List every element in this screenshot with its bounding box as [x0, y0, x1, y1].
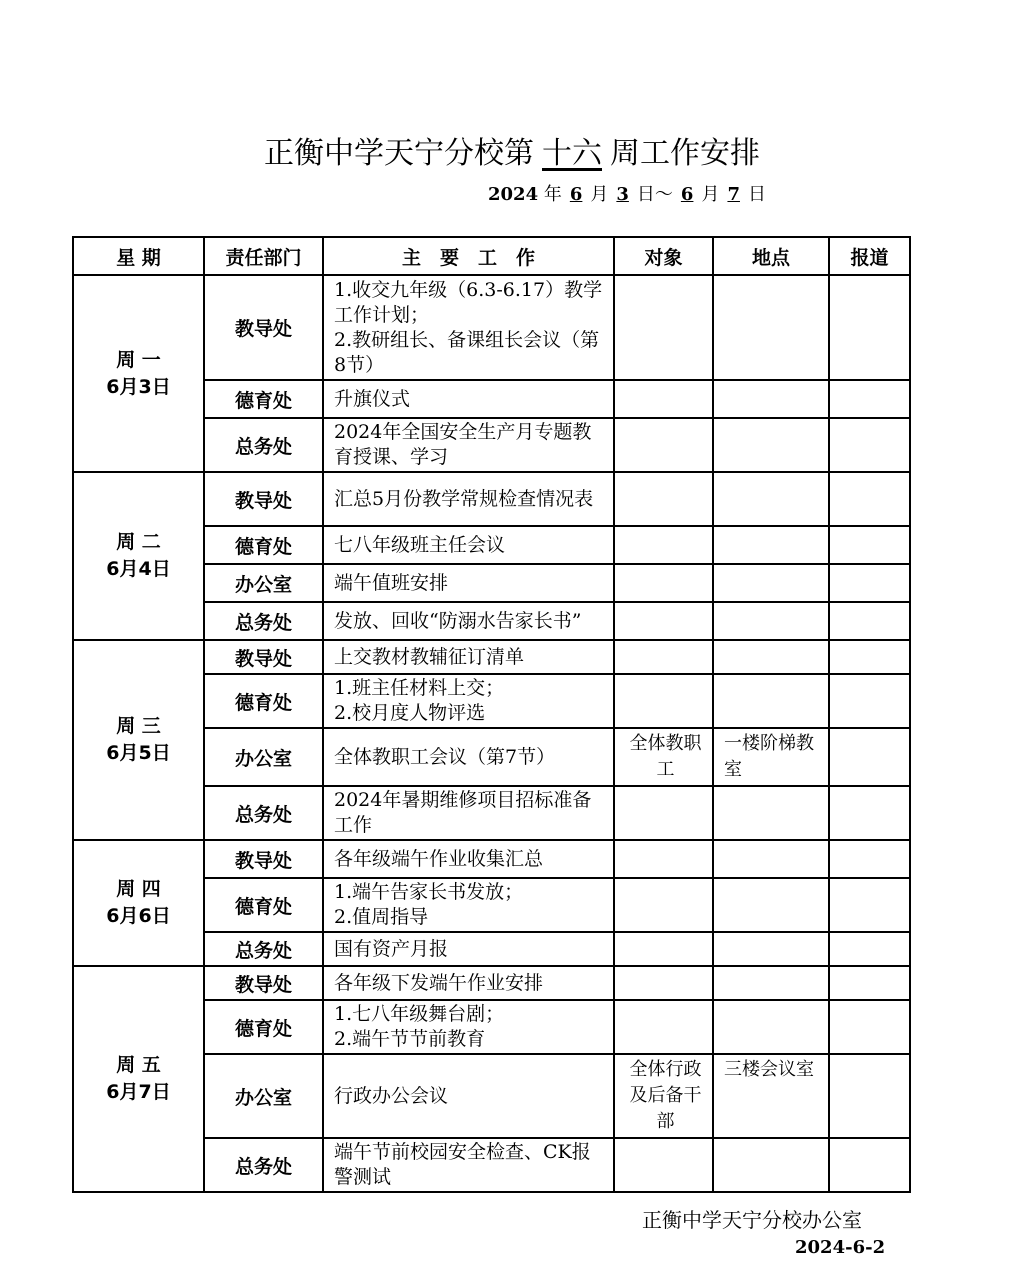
weekday-label: 周 一 — [116, 348, 161, 371]
location-cell — [713, 966, 829, 1000]
work-item: 2.值周指导 — [334, 906, 429, 928]
work-cell — [323, 1000, 614, 1054]
location-cell — [713, 840, 829, 878]
location-cell — [713, 786, 829, 840]
start-day: 3 — [616, 184, 629, 205]
weekday-cell — [73, 640, 204, 840]
dept-cell: 德育处 — [204, 878, 323, 932]
location-cell — [713, 275, 829, 380]
dept-cell: 办公室 — [204, 564, 323, 602]
work-item: 1.班主任材料上交； — [334, 677, 505, 699]
report-cell — [829, 1000, 910, 1054]
report-cell — [829, 275, 910, 380]
report-cell — [829, 878, 910, 932]
year-unit: 年 — [543, 184, 562, 205]
target-cell — [614, 472, 713, 526]
col-location: 地点 — [713, 237, 829, 275]
report-cell — [829, 728, 910, 786]
report-cell — [829, 1054, 910, 1138]
work-cell — [323, 526, 614, 564]
report-cell — [829, 418, 910, 472]
target-cell — [614, 786, 713, 840]
title-prefix: 正衡中学天宁分校第 — [264, 136, 534, 171]
dept-cell: 德育处 — [204, 526, 323, 564]
dept-cell: 办公室 — [204, 728, 323, 786]
location-cell: 三楼会议室 — [713, 1054, 829, 1138]
weekday-cell — [73, 966, 204, 1192]
day-unit: 日～ — [636, 184, 673, 205]
location-cell — [713, 380, 829, 418]
work-cell — [323, 472, 614, 526]
dept-cell: 教导处 — [204, 472, 323, 526]
work-cell — [323, 275, 614, 380]
location-cell — [713, 640, 829, 674]
work-item: 各年级端午作业收集汇总 — [334, 847, 544, 870]
start-month: 6 — [569, 184, 583, 205]
weekday-date: 6月4日 — [106, 558, 171, 580]
weekday-label: 周 三 — [116, 715, 161, 737]
location-cell — [713, 878, 829, 932]
date-range — [488, 180, 766, 206]
work-item: 1.收交九年级（6.3-6.17）教学工作计划； — [334, 278, 603, 326]
work-item: 全体教职工会议（第7节） — [334, 745, 556, 768]
weekday-label: 周 四 — [116, 878, 161, 900]
work-item: 1.端午告家长书发放； — [334, 881, 524, 903]
location-cell — [713, 1138, 829, 1192]
dept-cell: 总务处 — [204, 786, 323, 840]
weekday-label: 周 二 — [116, 531, 161, 553]
location-cell — [713, 674, 829, 728]
year: 2024 — [488, 184, 539, 205]
target-cell — [614, 878, 713, 932]
schedule-body — [73, 275, 910, 1192]
work-item: 各年级下发端午作业安排 — [334, 971, 544, 994]
col-dept: 责任部门 — [204, 237, 323, 275]
header-row — [73, 237, 910, 275]
target-cell — [614, 275, 713, 380]
dept-cell: 教导处 — [204, 275, 323, 380]
col-weekday: 星 期 — [73, 237, 204, 275]
target-cell — [614, 840, 713, 878]
work-cell — [323, 966, 614, 1000]
dept-cell: 总务处 — [204, 602, 323, 640]
weekday-cell — [73, 840, 204, 966]
work-item: 发放、回收“防溺水告家长书” — [334, 609, 582, 632]
work-cell — [323, 878, 614, 932]
dept-cell: 办公室 — [204, 1054, 323, 1138]
end-unit: 日 — [747, 184, 766, 205]
target-cell — [614, 640, 713, 674]
work-item: 端午节前校园安全检查、CK报警测试 — [334, 1141, 591, 1188]
dept-cell: 德育处 — [204, 380, 323, 418]
weekday-date: 6月6日 — [106, 905, 171, 927]
target-cell: 全体教职工 — [614, 728, 713, 786]
work-item: 上交教材教辅征订清单 — [334, 645, 525, 668]
work-item: 七八年级班主任会议 — [334, 533, 506, 556]
issue-date: 2024-6-2 — [795, 1237, 886, 1258]
location-cell — [713, 418, 829, 472]
title-suffix: 周工作安排 — [610, 136, 760, 171]
work-item: 2024年暑期维修项目招标准备工作 — [334, 789, 592, 836]
work-cell — [323, 1138, 614, 1192]
location-cell — [713, 602, 829, 640]
work-item: 2.校月度人物评选 — [334, 702, 486, 724]
work-item: 汇总5月份教学常规检查情况表 — [334, 487, 594, 510]
dept-cell: 德育处 — [204, 1000, 323, 1054]
weekday-date: 6月5日 — [106, 742, 171, 764]
target-cell — [614, 966, 713, 1000]
target-cell — [614, 674, 713, 728]
page-title — [0, 128, 1024, 172]
work-cell — [323, 380, 614, 418]
location-cell — [713, 932, 829, 966]
issuer: 正衡中学天宁分校办公室 — [642, 1208, 862, 1232]
report-cell — [829, 840, 910, 878]
report-cell — [829, 966, 910, 1000]
target-cell — [614, 932, 713, 966]
location-cell — [713, 1000, 829, 1054]
weekday-cell — [73, 472, 204, 640]
location-cell: 一楼阶梯教室 — [713, 728, 829, 786]
table-row — [73, 472, 910, 526]
target-cell: 全体行政及后备干部 — [614, 1054, 713, 1138]
target-cell — [614, 1000, 713, 1054]
report-cell — [829, 564, 910, 602]
col-work: 主 要 工 作 — [323, 237, 614, 275]
target-cell — [614, 602, 713, 640]
weekday-date: 6月7日 — [106, 1081, 171, 1103]
work-item: 2024年全国安全生产月专题教育授课、学习 — [334, 421, 592, 468]
end-month: 6 — [680, 184, 694, 205]
target-cell — [614, 1138, 713, 1192]
table-row — [73, 640, 910, 674]
table-row — [73, 840, 910, 878]
work-cell — [323, 602, 614, 640]
work-cell — [323, 840, 614, 878]
weekday-label: 周 五 — [116, 1054, 161, 1076]
work-item: 1.七八年级舞台剧； — [334, 1003, 505, 1025]
week-number: 十六 — [542, 136, 602, 171]
work-cell — [323, 786, 614, 840]
col-report: 报道 — [829, 237, 910, 275]
dept-cell: 总务处 — [204, 1138, 323, 1192]
work-cell — [323, 1054, 614, 1138]
work-item: 2.教研组长、备课组长会议（第8节） — [334, 328, 600, 376]
report-cell — [829, 1138, 910, 1192]
location-cell — [713, 526, 829, 564]
dept-cell: 德育处 — [204, 674, 323, 728]
work-item: 行政办公会议 — [334, 1084, 449, 1107]
schedule-table — [72, 236, 911, 1193]
target-cell — [614, 526, 713, 564]
location-cell — [713, 564, 829, 602]
work-cell — [323, 728, 614, 786]
report-cell — [829, 786, 910, 840]
work-item: 端午值班安排 — [334, 571, 449, 594]
report-cell — [829, 932, 910, 966]
location-cell — [713, 472, 829, 526]
work-cell — [323, 564, 614, 602]
work-cell — [323, 418, 614, 472]
dept-cell: 教导处 — [204, 966, 323, 1000]
table-row — [73, 275, 910, 380]
month-unit-2: 月 — [701, 184, 720, 205]
target-cell — [614, 564, 713, 602]
month-unit-1: 月 — [590, 184, 609, 205]
work-item: 升旗仪式 — [334, 387, 411, 410]
col-target: 对象 — [614, 237, 713, 275]
dept-cell: 教导处 — [204, 840, 323, 878]
report-cell — [829, 640, 910, 674]
report-cell — [829, 472, 910, 526]
weekday-date: 6月3日 — [106, 375, 171, 398]
table-row — [73, 966, 910, 1000]
report-cell — [829, 380, 910, 418]
target-cell — [614, 418, 713, 472]
dept-cell: 总务处 — [204, 932, 323, 966]
weekday-cell — [73, 275, 204, 472]
report-cell — [829, 674, 910, 728]
dept-cell: 教导处 — [204, 640, 323, 674]
report-cell — [829, 602, 910, 640]
work-cell — [323, 640, 614, 674]
work-cell — [323, 674, 614, 728]
report-cell — [829, 526, 910, 564]
dept-cell: 总务处 — [204, 418, 323, 472]
target-cell — [614, 380, 713, 418]
work-cell — [323, 932, 614, 966]
work-item: 国有资产月报 — [334, 937, 449, 960]
work-item: 2.端午节节前教育 — [334, 1028, 486, 1050]
end-day: 7 — [727, 184, 740, 205]
